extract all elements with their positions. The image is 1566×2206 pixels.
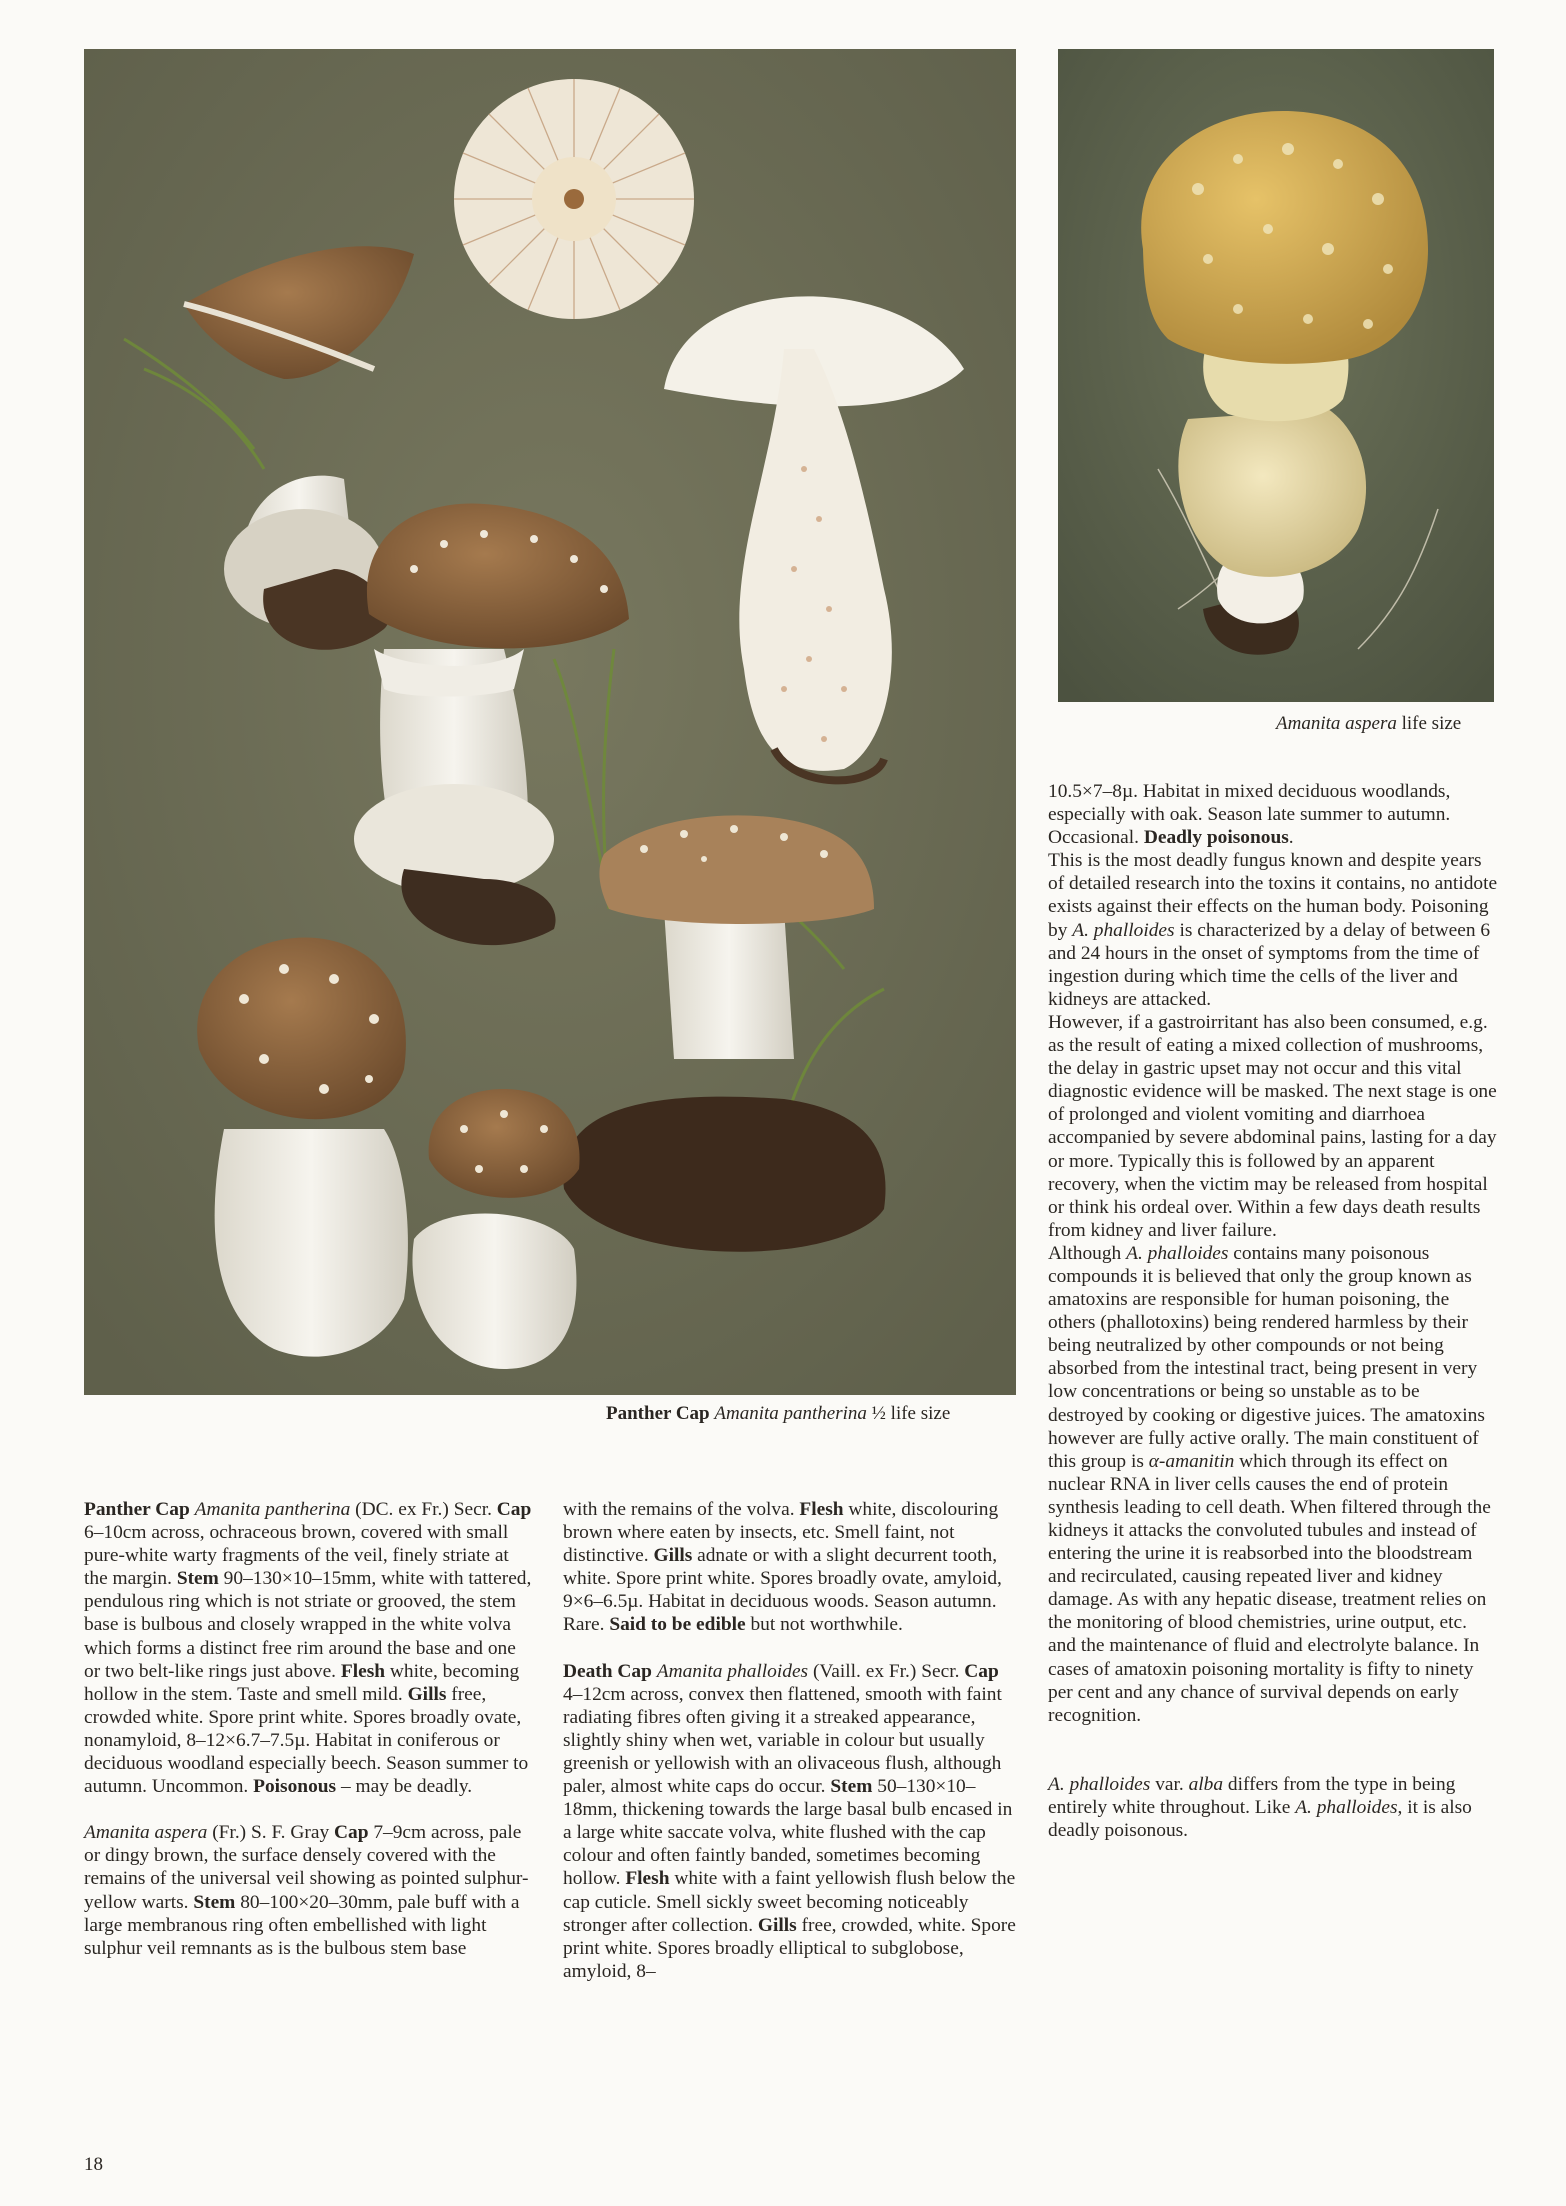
text-run: adnate or with a slight decurrent tooth, white. Spore print white. Spores broadly ovate, amyloid, 9×6–6.5µ. Habitat in deciduous woods. Season autumn. Rare. xyxy=(563,1545,1002,1636)
panther-cap-caption xyxy=(606,1403,950,1425)
text-run: 80–100×20–30mm, pale buff with a large membranous ring often embellished with light sulphur veil remnants as is the bulbous stem base xyxy=(84,1891,520,1959)
text-run: . xyxy=(1288,827,1294,849)
text-run: is characterized by a delay of between 6 and 24 hours in the onset of symptoms from the time of ingestion during which time the cells of the liver and kidneys are attacked. xyxy=(1048,919,1491,1010)
text-run: 10.5×7–8µ. Habitat in mixed deciduous woodlands, especially with oak. Season late summer to autumn. Occasional. xyxy=(1048,781,1451,849)
text-run: var. xyxy=(1150,1773,1189,1795)
amanita-aspera-illustration xyxy=(1058,49,1494,702)
caption-species: Amanita pantherina xyxy=(714,1403,867,1424)
text-run: differs from the type in being entirely white throughout. Like xyxy=(1048,1773,1456,1818)
italic-term: A. phalloides xyxy=(1048,1773,1151,1795)
amanita-aspera-photo xyxy=(1058,49,1494,702)
page-number: 18 xyxy=(84,2154,103,2175)
italic-term: Amanita phalloides xyxy=(656,1660,809,1682)
panther-cap-description xyxy=(84,1498,534,1798)
caption-species: Amanita aspera xyxy=(1276,713,1397,734)
bold-term: Cap xyxy=(964,1660,999,1682)
text-run: white, becoming hollow in the stem. Taste and smell mild. xyxy=(84,1660,520,1705)
text-run: (Fr.) S. F. Gray xyxy=(207,1822,334,1844)
text-run: white with a faint yellowish flush below the cap cuticle. Smell sickly sweet becoming noticeably stronger after collection. xyxy=(563,1868,1016,1936)
bold-term: Stem xyxy=(176,1568,219,1590)
text-column-middle xyxy=(563,1498,1021,1983)
text-run: , it is also deadly poisonous. xyxy=(1048,1796,1472,1842)
text-run: 90–130×10–15mm, white with tattered, pendulous ring which is not striate or grooved, the stem base is bulbous and closely wrapped in the white volva which forms a distinct free rim around the base and one or two belt-like rings just above. xyxy=(84,1568,532,1682)
amanita-aspera-description-continued xyxy=(563,1498,1021,1637)
death-cap-toxicity-paragraph xyxy=(1048,849,1499,1011)
text-run: free, crowded white. Spore print white. Spores broadly ovate, nonamyloid, 8–12×6.7–7.5µ. Habitat in coniferous or deciduous woodland especially beech. Season summer to autumn. Uncommon. xyxy=(84,1683,529,1798)
bold-term: Panther Cap xyxy=(84,1499,190,1520)
panther-cap-photo xyxy=(84,49,1016,1395)
bold-term: Gills xyxy=(407,1683,447,1705)
bold-term: Stem xyxy=(830,1776,873,1798)
text-run: but not worthwhile. xyxy=(745,1614,903,1636)
text-run: which through its effect on nuclear RNA in liver cells causes the end of protein synthesis leading to cell death. When filtered through the kidneys it attacks the convoluted tubules and instead of entering the urine it is reabsorbed into the bloodstream and recirculated, causing repeated liver and kidney damage. As with any hepatic disease, treatment relies on the monitoring of blood chemistries, urine output, etc. and the maintenance of fluid and electrolyte balance. In cases of amatoxin poisoning mortality is fifty to ninety per cent and any chance of survival depends on early recognition. xyxy=(1048,1450,1491,1726)
amanita-aspera-caption xyxy=(1276,713,1461,735)
text-run: 6–10cm across, ochraceous brown, covered with small pure-white warty fragments of the veil, finely striate at the margin. xyxy=(84,1522,509,1590)
amanita-aspera-description xyxy=(84,1821,534,1960)
text-run: with the remains of the volva. xyxy=(563,1499,800,1520)
caption-scale: ½ life size xyxy=(866,1403,951,1424)
italic-term: Amanita pantherina xyxy=(194,1499,351,1520)
text-run: (DC. ex Fr.) Secr. xyxy=(350,1499,497,1520)
text-run: white, discolouring brown where eaten by insects, etc. Smell faint, not distinctive. xyxy=(563,1499,999,1567)
bold-term: Cap xyxy=(334,1822,369,1844)
text-run: 7–9cm across, pale or dingy brown, the surface densely covered with the remains of the universal veil showing as pointed sulphur-yellow warts. xyxy=(84,1822,529,1913)
italic-term: α-amanitin xyxy=(1148,1450,1235,1472)
bold-term: Said to be edible xyxy=(609,1614,746,1636)
text-column-left xyxy=(84,1498,534,1960)
bold-term: Flesh xyxy=(340,1660,386,1682)
bold-term: Death Cap xyxy=(563,1660,652,1682)
italic-term: Amanita aspera xyxy=(84,1822,208,1844)
panther-cap-illustration xyxy=(84,49,1016,1395)
italic-term: A. phalloides xyxy=(1126,1242,1229,1264)
text-run: contains many poisonous compounds it is believed that only the group known as amatoxins are responsible for human poisoning, the others (phallotoxins) being rendered harmless by their being neutralized by other compounds or not being absorbed from the intestinal tract, being present in very low concentrations or being so unstable as to be destroyed by cooking or digestive juices. The amatoxins however are fully active orally. The main constituent of this group is xyxy=(1048,1242,1485,1472)
bold-term: Flesh xyxy=(625,1868,670,1890)
text-column-right xyxy=(1048,780,1499,1842)
italic-term: A. phalloides xyxy=(1295,1796,1398,1818)
text-run: free, crowded, white. Spore print white. Spores broadly elliptical to subglobose, amyloid, 8– xyxy=(563,1914,1016,1982)
bold-term: Gills xyxy=(653,1545,693,1567)
bold-term: Gills xyxy=(757,1914,797,1936)
text-run: – may be deadly. xyxy=(336,1776,473,1798)
bold-term: Poisonous xyxy=(253,1776,337,1798)
death-cap-amatoxins-paragraph xyxy=(1048,1242,1499,1727)
caption-scale: life size xyxy=(1396,713,1462,734)
death-cap-alba-paragraph xyxy=(1048,1773,1499,1842)
death-cap-description-continued xyxy=(1048,780,1499,849)
text-run: Although xyxy=(1048,1242,1127,1264)
text-run: 50–130×10–18mm, thickening towards the large basal bulb encased in a large white saccate volva, white flushed with the cap colour and often faintly banded, sometimes becoming hollow. xyxy=(563,1776,1013,1890)
bold-term: Flesh xyxy=(799,1499,844,1520)
italic-term: A. phalloides xyxy=(1072,919,1175,941)
text-run: This is the most deadly fungus known and despite years of detailed research into the toxins it contains, no antidote exists against their effects on the human body. Poisoning by xyxy=(1048,850,1498,941)
bold-term: Deadly poisonous xyxy=(1143,827,1289,849)
death-cap-description xyxy=(563,1660,1021,1983)
italic-term: alba xyxy=(1188,1773,1224,1795)
text-run: 4–12cm across, convex then flattened, smooth with faint radiating fibres often giving it a streaked appearance, slightly shiny when wet, variable in colour but usually greenish or yellowish with an olivaceous flush, although paler, almost white caps do occur. xyxy=(563,1683,1002,1798)
death-cap-symptoms-paragraph xyxy=(1048,1011,1499,1242)
text-run: (Vaill. ex Fr.) Secr. xyxy=(808,1660,965,1682)
bold-term: Cap xyxy=(496,1499,532,1520)
text-run: However, if a gastroirritant has also been consumed, e.g. as the result of eating a mixed collection of mushrooms, the delay in gastric upset may not occur and this vital diagnostic evidence will be masked. The next stage is one of prolonged and violent vomiting and diarrhoea accompanied by severe abdominal pains, lasting for a day or more. Typically this is followed by an apparent recovery, when the victim may be released from hospital or think his ordeal over. Within a few days death results from kidney and liver failure. xyxy=(1048,1011,1497,1241)
caption-common-name: Panther Cap xyxy=(606,1403,710,1424)
bold-term: Stem xyxy=(193,1891,236,1913)
